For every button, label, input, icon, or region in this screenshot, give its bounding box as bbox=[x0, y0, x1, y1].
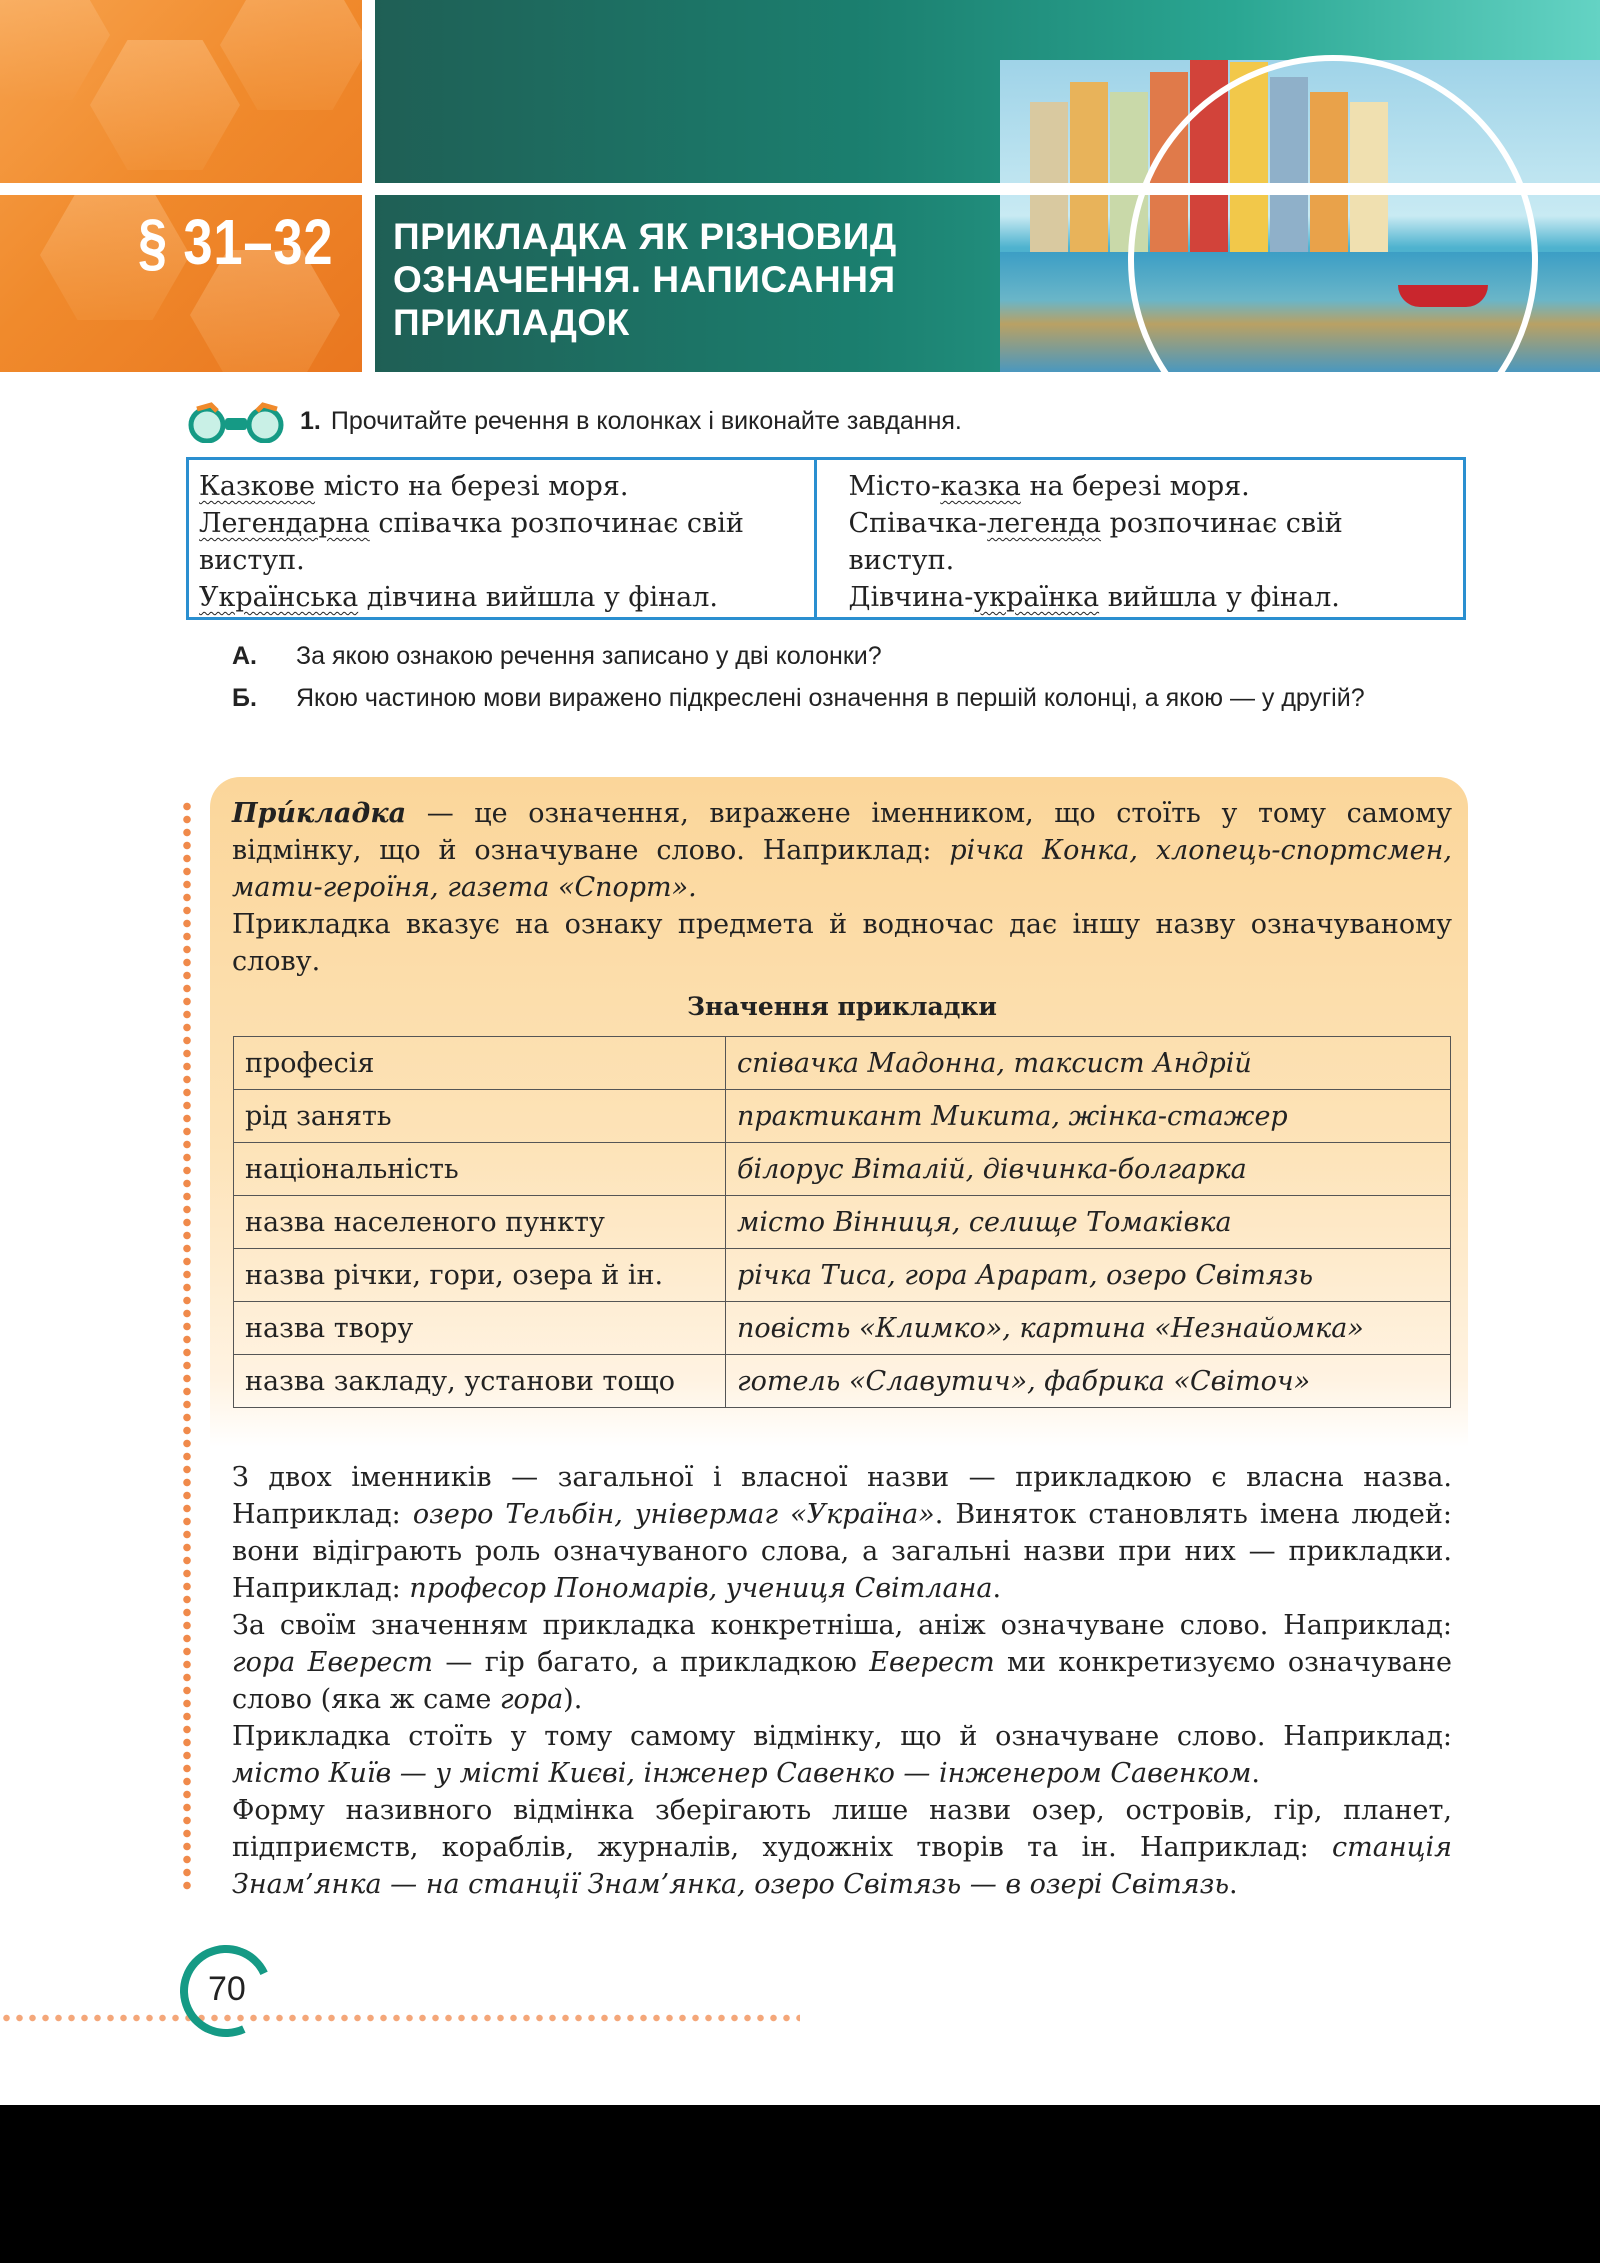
sentence: Співачка-легенда розпочинає свій виступ. bbox=[848, 508, 1343, 576]
table-row: національність білорус Віталій, дівчинка-болгарка bbox=[234, 1143, 1451, 1196]
sentence: Українська дівчина вийшла у фінал. bbox=[199, 582, 718, 613]
meaning-table bbox=[233, 1036, 1451, 1408]
photo-circle-frame bbox=[1128, 55, 1538, 465]
table-row: рід занять практикант Микита, жінка-стажер bbox=[234, 1090, 1451, 1143]
sentence: Місто-казка на березі моря. bbox=[848, 471, 1250, 502]
section-title-line: ОЗНАЧЕННЯ. НАПИСАННЯ bbox=[393, 259, 896, 300]
footer-dots bbox=[0, 2013, 800, 2023]
section-title-line: ПРИКЛАДКА ЯК РІЗНОВИД bbox=[393, 216, 897, 257]
header-divider bbox=[0, 183, 1600, 195]
rule-paragraph: Прикладка вказує на ознаку предмета й водночас дає іншу назву означуваному слову. bbox=[232, 909, 1452, 977]
task-text: Прочитайте речення в колонках і виконайте завдання. bbox=[330, 407, 962, 435]
question-text: За якою ознакою речення записано у дві колонки? bbox=[296, 642, 882, 670]
left-column bbox=[189, 460, 814, 617]
rule-definition: При́кладка — це означення, виражене іменником, що стоїть у тому самому відмінку, що й означуване слово. Наприклад: річка Конка, хлопець-спортсмен, мати-героїня, газета «Спорт». bbox=[232, 798, 1452, 903]
dotted-margin-line bbox=[183, 800, 191, 1890]
task-number: 1. bbox=[300, 407, 321, 435]
question-label: Б. bbox=[232, 684, 257, 712]
body-paragraph-3: Прикладка стоїть у тому самому відмінку, що й означуване слово. Наприклад: місто Київ — у місті Києві, інженер Савенко — інженером Савенком. bbox=[232, 1721, 1452, 1789]
table-row: назва закладу, установи тощо готель «Славутич», фабрика «Світоч» bbox=[234, 1355, 1451, 1408]
table-row: професія співачка Мадонна, таксист Андрій bbox=[234, 1037, 1451, 1090]
sentence: Легендарна співачка розпочинає свій виступ. bbox=[199, 508, 744, 576]
header-split bbox=[362, 0, 375, 372]
section-number: § 31–32 bbox=[138, 206, 334, 278]
body-paragraph-4: Форму називного відмінка зберігають лише назви озер, островів, гір, планет, підприємств, кораблів, журналів, художніх творів та ін. Наприклад: станція Знам’янка — на станції Знам’янка, озеро Світязь — в озері Світязь. bbox=[232, 1795, 1452, 1900]
table-row: назва річки, гори, озера й ін. річка Тиса, гора Арарат, озеро Світязь bbox=[234, 1249, 1451, 1302]
page-number: 70 bbox=[208, 1970, 246, 2008]
binoculars-icon bbox=[187, 401, 287, 443]
section-title-line: ПРИКЛАДОК bbox=[393, 302, 630, 343]
sentence-columns bbox=[186, 457, 1466, 620]
section-title bbox=[393, 215, 897, 344]
question-b bbox=[232, 680, 1396, 716]
question-text: Якою частиною мови виражено підкреслені означення в першій колонці, а якою — у другій? bbox=[296, 684, 1365, 712]
sentence: Казкове місто на березі моря. bbox=[199, 471, 629, 502]
body-paragraph-2: За своїм значенням прикладка конкретніша, аніж означуване слово. Наприклад: гора Еверест — гір багато, а прикладкою Еверест ми конкретизуємо означуване слово (яка ж саме гора). bbox=[232, 1610, 1452, 1715]
sentence: Дівчина-українка вийшла у фінал. bbox=[848, 582, 1340, 613]
body-paragraph-1: З двох іменників — загальної і власної назви — прикладкою є власна назва. Наприклад: озеро Тельбін, універмаг «Україна». Виняток становлять імена людей: вони відіграють роль означуваного слова, а загальні назви при них — прикладки. Наприклад: професор Пономарів, учениця Світлана. bbox=[232, 1462, 1452, 1604]
table-row: назва твору повість «Климко», картина «Незнайомка» bbox=[234, 1302, 1451, 1355]
rule-term: При́кладка bbox=[232, 798, 407, 829]
table-title: Значення прикладки bbox=[687, 992, 997, 1021]
task-instruction bbox=[300, 407, 962, 436]
question-a bbox=[232, 638, 1396, 674]
boat-graphic bbox=[1398, 285, 1488, 307]
rule-examples: річка Конка, хлопець-спортсмен, мати-героїня, газета «Спорт». bbox=[232, 835, 1452, 903]
question-label: А. bbox=[232, 642, 257, 670]
right-column bbox=[814, 460, 1464, 617]
table-row: назва населеного пункту місто Вінниця, селище Томаківка bbox=[234, 1196, 1451, 1249]
